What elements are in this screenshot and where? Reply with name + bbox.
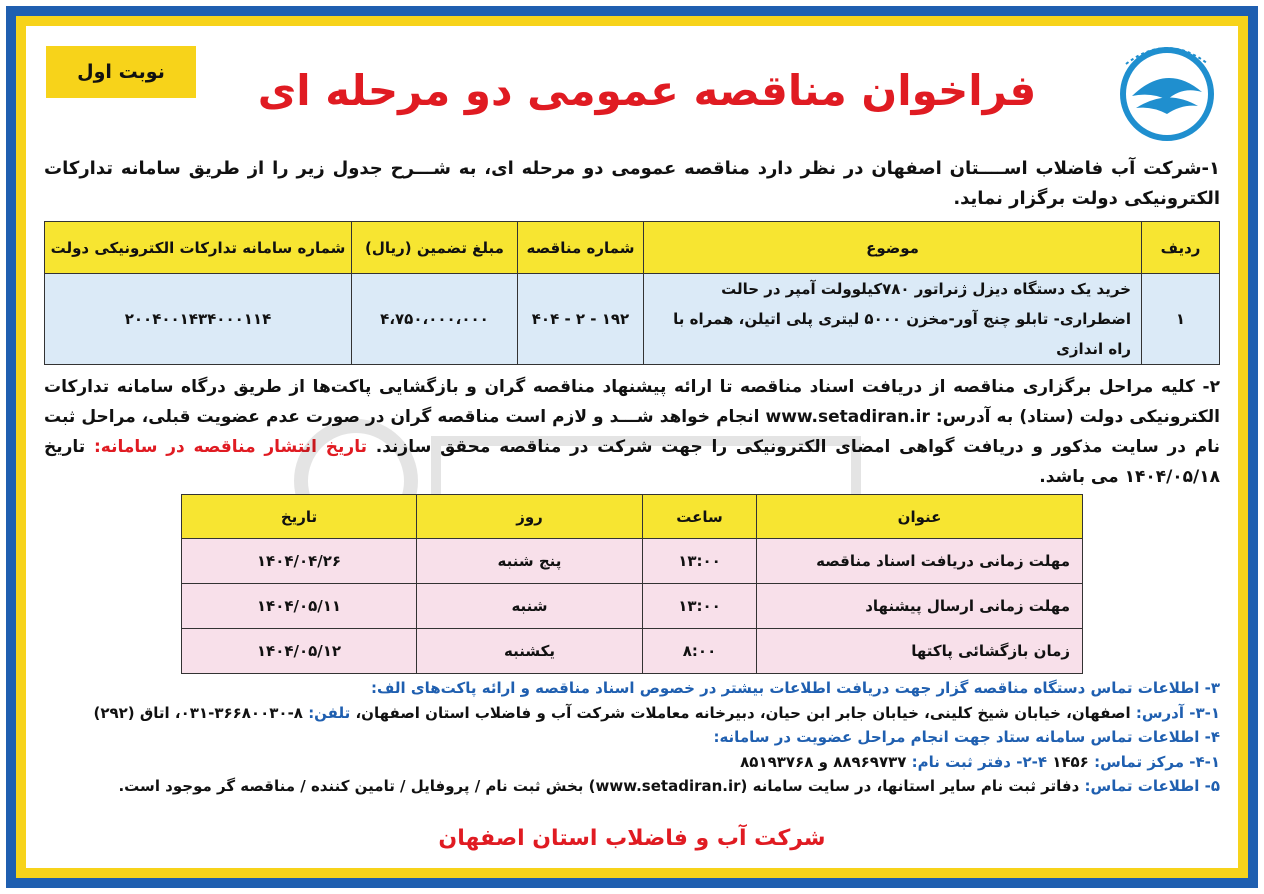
page-title: فراخوان مناقصه عمومی دو مرحله ای [257, 66, 1037, 115]
call-center-value: ۱۴۵۶ [1052, 752, 1089, 771]
publish-date-text: تاریخ ۱۴۰۴/۰۵/۱۸ می باشد. [44, 437, 1220, 487]
other-offices-line [44, 774, 1220, 799]
table-row [182, 539, 1083, 584]
contact-heading-2: ۴- اطلاعات تماس سامانه ستاد جهت انجام مراحل عضویت در سامانه: [713, 728, 1220, 746]
setad-url-link[interactable]: www.setadiran.ir [765, 407, 930, 427]
col-time-header: ساعت [643, 495, 757, 539]
schedule-time: ۱۳:۰۰ [643, 539, 757, 584]
schedule-date: ۱۴۰۴/۰۵/۱۱ [182, 584, 417, 629]
procedure-text-1: ۲- کلیه مراحل برگزاری مناقصه از دریافت اسناد مناقصه تا ارائه پیشنهاد مناقصه گران و بازگشایی پاکت‌ها از طریق درگاه سامانه تدارکات الکترونیکی دولت (ستاد) به آدرس: [44, 377, 1220, 427]
schedule-day: پنج شنبه [417, 539, 643, 584]
contact-heading-1: ۳- اطلاعات تماس دستگاه مناقصه گزار جهت دریافت اطلاعات بیشتر در خصوص اسناد مناقصه و ارائه پاکت‌های الف: [371, 679, 1220, 697]
address-line [44, 701, 1220, 726]
publish-date-label: تاریخ انتشار مناقصه در سامانه: [93, 437, 367, 457]
row-number: ۱ [1142, 274, 1220, 365]
issue-badge: نوبت اول [46, 46, 196, 98]
col-row-header: ردیف [1142, 222, 1220, 274]
schedule-time: ۸:۰۰ [643, 629, 757, 674]
registration-office-value: ۸۸۹۶۹۷۳۷ و ۸۵۱۹۳۷۶۸ [740, 752, 907, 771]
table-row [45, 274, 1220, 365]
company-signature: شرکت آب و فاضلاب استان اصفهان [438, 826, 826, 851]
phone-value: ۸-۳۶۶۸۰۰۳۰-۰۳۱، اتاق (۲۹۲) [93, 703, 303, 722]
contact-section [44, 676, 1220, 799]
inner-frame [16, 16, 1248, 878]
schedule-date: ۱۴۰۴/۰۵/۱۲ [182, 629, 417, 674]
col-tender-number-header: شماره مناقصه [518, 222, 644, 274]
call-center-label: ۴-۱- مرکز تماس: [1094, 752, 1220, 771]
other-offices-text: دفاتر ثبت نام سایر استانها، در سایت سامانه (www.setadiran.ir) بخش ثبت نام / پروفایل / تامین کننده / مناقصه گر موجود است. [118, 777, 1080, 795]
tender-subject: خرید یک دستگاه دیزل ژنراتور ۷۸۰کیلوولت آمپر در حالت اضطراری- تابلو چنج آور-مخزن ۵۰۰۰ لیتری پلی اتیلن، همراه با راه اندازی [644, 274, 1142, 365]
schedule-day: یکشنبه [417, 629, 643, 674]
schedule-title: زمان بازگشائی پاکتها [757, 629, 1083, 674]
table-row [182, 584, 1083, 629]
guarantee-amount: ۴،۷۵۰،۰۰۰،۰۰۰ [352, 274, 518, 365]
phone-label: تلفن: [308, 703, 351, 722]
schedule-title: مهلت زمانی ارسال پیشنهاد [757, 584, 1083, 629]
col-title-header: عنوان [757, 495, 1083, 539]
table-row [182, 629, 1083, 674]
col-guarantee-header: مبلغ تضمین (ریال) [352, 222, 518, 274]
call-center-line [44, 750, 1220, 775]
tender-table-header [45, 222, 1220, 274]
tender-number: ۱۹۲ - ۲ - ۴۰۴ [518, 274, 644, 365]
schedule-date: ۱۴۰۴/۰۴/۲۶ [182, 539, 417, 584]
procedure-paragraph [44, 372, 1220, 492]
schedule-day: شنبه [417, 584, 643, 629]
schedule-time: ۱۳:۰۰ [643, 584, 757, 629]
schedule-title: مهلت زمانی دریافت اسناد مناقصه [757, 539, 1083, 584]
system-number: ۲۰۰۴۰۰۱۴۳۴۰۰۰۱۱۴ [45, 274, 352, 365]
schedule-table-header [182, 495, 1083, 539]
schedule-table [181, 494, 1083, 674]
other-offices-label: ۵- اطلاعات تماس: [1084, 777, 1220, 795]
col-date-header: تاریخ [182, 495, 417, 539]
col-system-number-header: شماره سامانه تدارکات الکترونیکی دولت [45, 222, 352, 274]
notice-paper [26, 26, 1238, 868]
water-company-logo-icon [1112, 34, 1222, 144]
address-text: اصفهان، خیابان شیخ کلینی، خیابان جابر ابن حیان، دبیرخانه معاملات شرکت آب و فاضلاب استان اصفهان، [355, 703, 1131, 722]
outer-frame [6, 6, 1258, 888]
col-day-header: روز [417, 495, 643, 539]
address-label: ۳-۱- آدرس: [1135, 703, 1220, 722]
tender-table [44, 221, 1220, 365]
intro-paragraph: ۱-شرکت آب فاضلاب اســــتان اصفهان در نظر دارد مناقصه عمومی دو مرحله ای، به شـــرح جدول زیر را از طریق سامانه تدارکات الکترونیکی دولت برگزار نماید. [44, 158, 1220, 209]
registration-office-label: ۴-۲- دفتر ثبت نام: [911, 752, 1047, 771]
col-subject-header: موضوع [644, 222, 1142, 274]
procedure-text-2: انجام خواهد شـــد و لازم است مناقصه گران در صورت عدم عضویت قبلی، مراحل ثبت نام در سایت مذکور و دریافت گواهی امضای الکترونیکی را جهت شرکت در مناقصه محقق سازند. [44, 407, 1220, 457]
